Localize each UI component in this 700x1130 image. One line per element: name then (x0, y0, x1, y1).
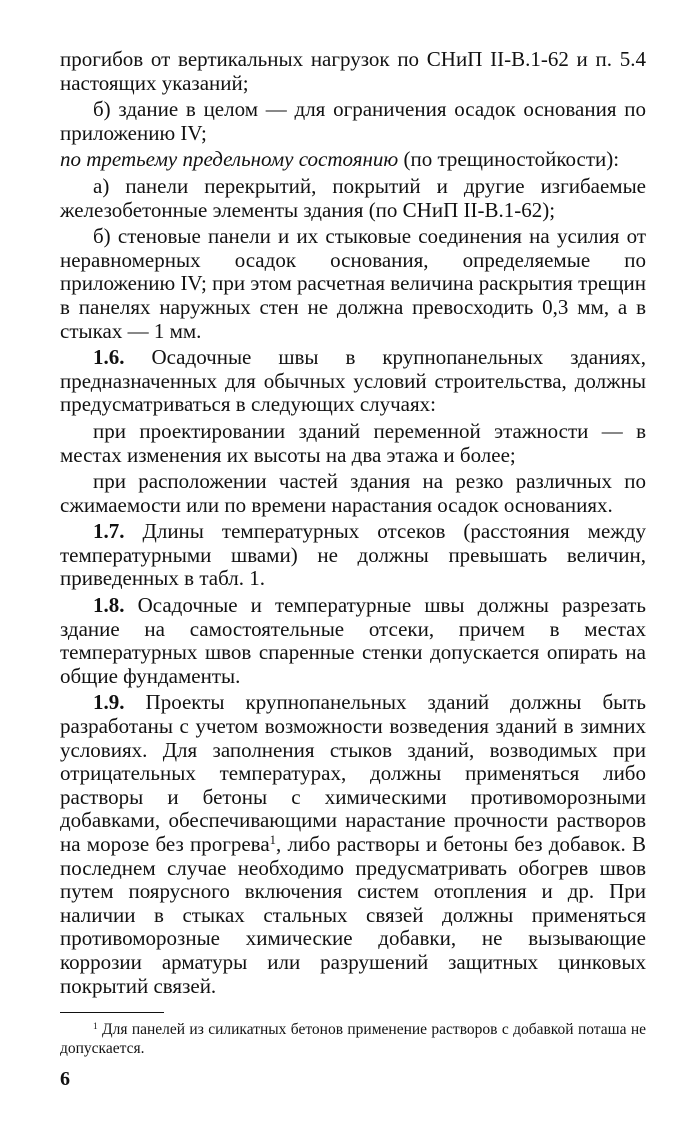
section-number: 1.6. (93, 345, 125, 370)
paragraph-text: Осадочные швы в крупнопанельных зданиях, предназначенных для обычных условий строительства, должны предусматриваться в следующих случаях: (60, 345, 646, 417)
paragraph-text: при проектировании зданий переменной этажности — в местах изменения их высоты на два этажа и более; (60, 418, 646, 467)
section-number: 1.7. (93, 519, 125, 544)
main-text (60, 48, 646, 998)
paragraph-text: Длины температурных отсеков (расстояния между температурными швами) не должны превышать величин, приведенных в табл. 1. (60, 519, 646, 591)
paragraph-building-whole (60, 98, 646, 145)
paragraph-text: (по трещиностойкости): (398, 147, 620, 172)
section-1-8 (60, 594, 646, 688)
paragraph-compressibility (60, 470, 646, 517)
footnote-reference: 1 (269, 833, 276, 848)
section-number: 1.8. (93, 593, 125, 618)
paragraph-text: б) здание в целом — для ограничения осадок основания по приложению IV; (60, 97, 646, 145)
paragraph-deflection-continuation (60, 48, 646, 95)
paragraph-text: , либо растворы и бетоны без добавок. В последнем случае необходимо предусматривать обогрев швов путем поярусного включения систем отопления и др. При наличии в стыках стальных связей должны применяться противоморозные химические добавки, не вызывающие коррозии арматуры или разрушений защитных цинковых покрытий связей. (60, 832, 646, 998)
paragraph-text: Проекты крупнопанельных зданий должны быть разработаны с учетом возможности возведения зданий в зимних условиях. Для заполнения стыков зданий, возводимых при отрицательных температурах, должны применяться либо растворы и бетоны с химическими противоморозными добавками, обеспечивающими нарастание прочности растворов на морозе без прогрева (60, 690, 646, 856)
italic-heading: по третьему предельному состоянию (60, 147, 399, 172)
section-1-6 (60, 346, 646, 417)
paragraph-text: б) стеновые панели и их стыковые соединения на усилия от неравномерных осадок основания, определяемые по приложению IV; при этом расчетная величина раскрытия трещин в панелях наружных стен не должна превосходить 0,3 мм, а в стыках — 1 мм. (60, 224, 646, 343)
section-number: 1.9. (93, 690, 125, 715)
section-1-9 (60, 691, 646, 998)
paragraph-variable-storeys (60, 420, 646, 467)
footnote (60, 1020, 646, 1058)
paragraph-text: прогибов от вертикальных нагрузок по СНиП II-В.1-62 и п. 5.4 настоящих указаний; (60, 47, 646, 95)
paragraph-wall-panels (60, 225, 646, 343)
paragraph-text: при расположении частей здания на резко различных по сжимаемости или по времени нарастания осадок основаниях. (60, 469, 646, 517)
footnote-text: Для панелей из силикатных бетонов применение растворов с добавкой поташа не допускается. (60, 1021, 646, 1057)
page-number: 6 (60, 1068, 70, 1090)
section-1-7 (60, 520, 646, 591)
paragraph-floor-panels (60, 175, 646, 222)
paragraph-text: а) панели перекрытий, покрытий и другие изгибаемые железобетонные элементы здания (по СНиП II-В.1-62); (60, 173, 646, 222)
footnote-marker: 1 (93, 1021, 98, 1032)
paragraph-third-limit-state (60, 148, 646, 172)
footnote-divider (60, 1012, 164, 1013)
paragraph-text: Осадочные и температурные швы должны разрезать здание на самостоятельные отсеки, причем в местах температурных швов спаренные стенки допускается опирать на общие фундаменты. (60, 593, 646, 688)
